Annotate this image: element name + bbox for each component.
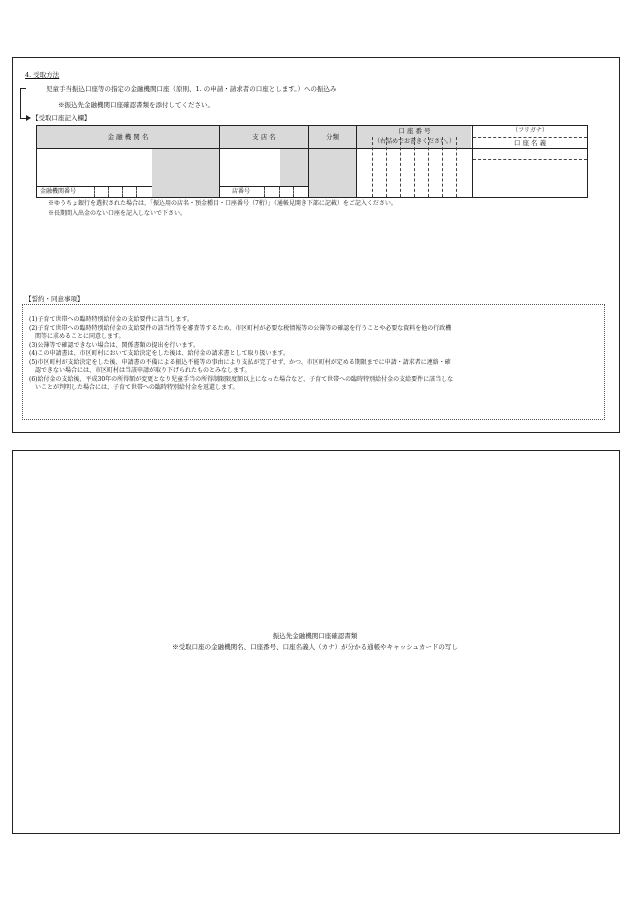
terms-item: (3)公簿等で確認できない場合は、関係書類の提出を行います。	[29, 341, 200, 349]
bank-code-input[interactable]	[94, 187, 151, 197]
account-number-input[interactable]	[357, 149, 472, 197]
col-kana-header: （フリガナ）	[512, 127, 548, 134]
bank-type-shaded-area	[152, 149, 219, 197]
bracket-top-line	[20, 88, 26, 89]
attach-note: ※振込先金融機関口座確認書類を添付してください。	[58, 101, 214, 109]
yucho-note: ※ゆうちょ銀行を選択された場合は、「振込用の店名・預金種目・口座番号（7桁）」（通帳見開き下部に記載）をご記入ください。	[48, 200, 397, 207]
terms-item: (5)市区町村が支給決定をした後、申請書の不備による振込不能等の事由により支払が完了せず、かつ、市区町村が定める期限までに申請・請求者に連絡・確	[29, 358, 451, 366]
attachment-paste-area	[12, 450, 620, 834]
col-number-header: 口 座 番 号	[398, 127, 431, 135]
col-type-header: 分類	[326, 132, 339, 141]
account-form-title: 【受取口座記入欄】	[32, 114, 91, 122]
bank-code-label: 金融機関番号	[40, 188, 77, 195]
col-bank-header: 金 融 機 関 名	[107, 132, 149, 141]
transfer-line: 児童手当振込口座等の指定の金融機関口座（原則、1. の申請・請求者の口座とします。）への振込み	[46, 85, 337, 93]
terms-box	[22, 304, 605, 420]
terms-item: 認できない場合には、市区町村は当該申請が取り下げられたものとみなします。	[29, 367, 251, 374]
attachment-note: ※受取口座の金融機関名、口座番号、口座名義人（カナ）が分かる通帳やキャッシュカードの写し	[172, 643, 458, 651]
terms-item: (4)この申請書は、市区町村において支給決定をした後は、給付金の請求書として取り扱います。	[29, 350, 290, 357]
account-type-shaded-area	[309, 149, 356, 197]
account-holder-input[interactable]	[473, 160, 587, 197]
bank-name-input[interactable]	[37, 149, 151, 186]
terms-item: (6)給付金の支給後、平成30年の所得額が変更となり児童手当の所得制限限度額以上になった場合など、子育て世帯への臨時特別給付金の支給要件に該当しな	[29, 375, 454, 383]
col-branch-header: 支 店 名	[252, 132, 276, 141]
bracket-vertical-line	[20, 88, 21, 118]
arrow-right-icon	[26, 115, 31, 121]
terms-item: 関等に求めることに同意します。	[29, 333, 125, 340]
terms-title: 【誓約・同意事項】	[25, 295, 84, 303]
col-holder-header: 口 座 名 義	[513, 138, 547, 147]
terms-item: いことが判明した場合には、子育て世帯への臨時特別給付金を返還します。	[29, 384, 239, 391]
terms-item: (1)子育て世帯への臨時特別給付金の支給要件に該当します。	[29, 316, 194, 323]
branch-code-input[interactable]	[264, 187, 308, 197]
col-number-subheader: （右詰めでお書きください。）	[373, 138, 455, 145]
branch-code-label: 店番号	[232, 188, 251, 195]
terms-item: (2)子育て世帯への臨時特別給付金の支給要件の該当性等を審査等するため、市区町村が必要な税情報等の公簿等の確認を行うことや必要な資料を他の行政機	[29, 324, 452, 332]
branch-type-shaded-area	[280, 149, 308, 186]
branch-name-input[interactable]	[220, 149, 279, 186]
section4-heading: 4. 受取方法	[25, 71, 60, 79]
dormant-account-note: ※長期間入出金のない口座を記入しないで下さい。	[48, 210, 187, 217]
attachment-title: 振込先金融機関口座確認書類	[272, 632, 358, 640]
